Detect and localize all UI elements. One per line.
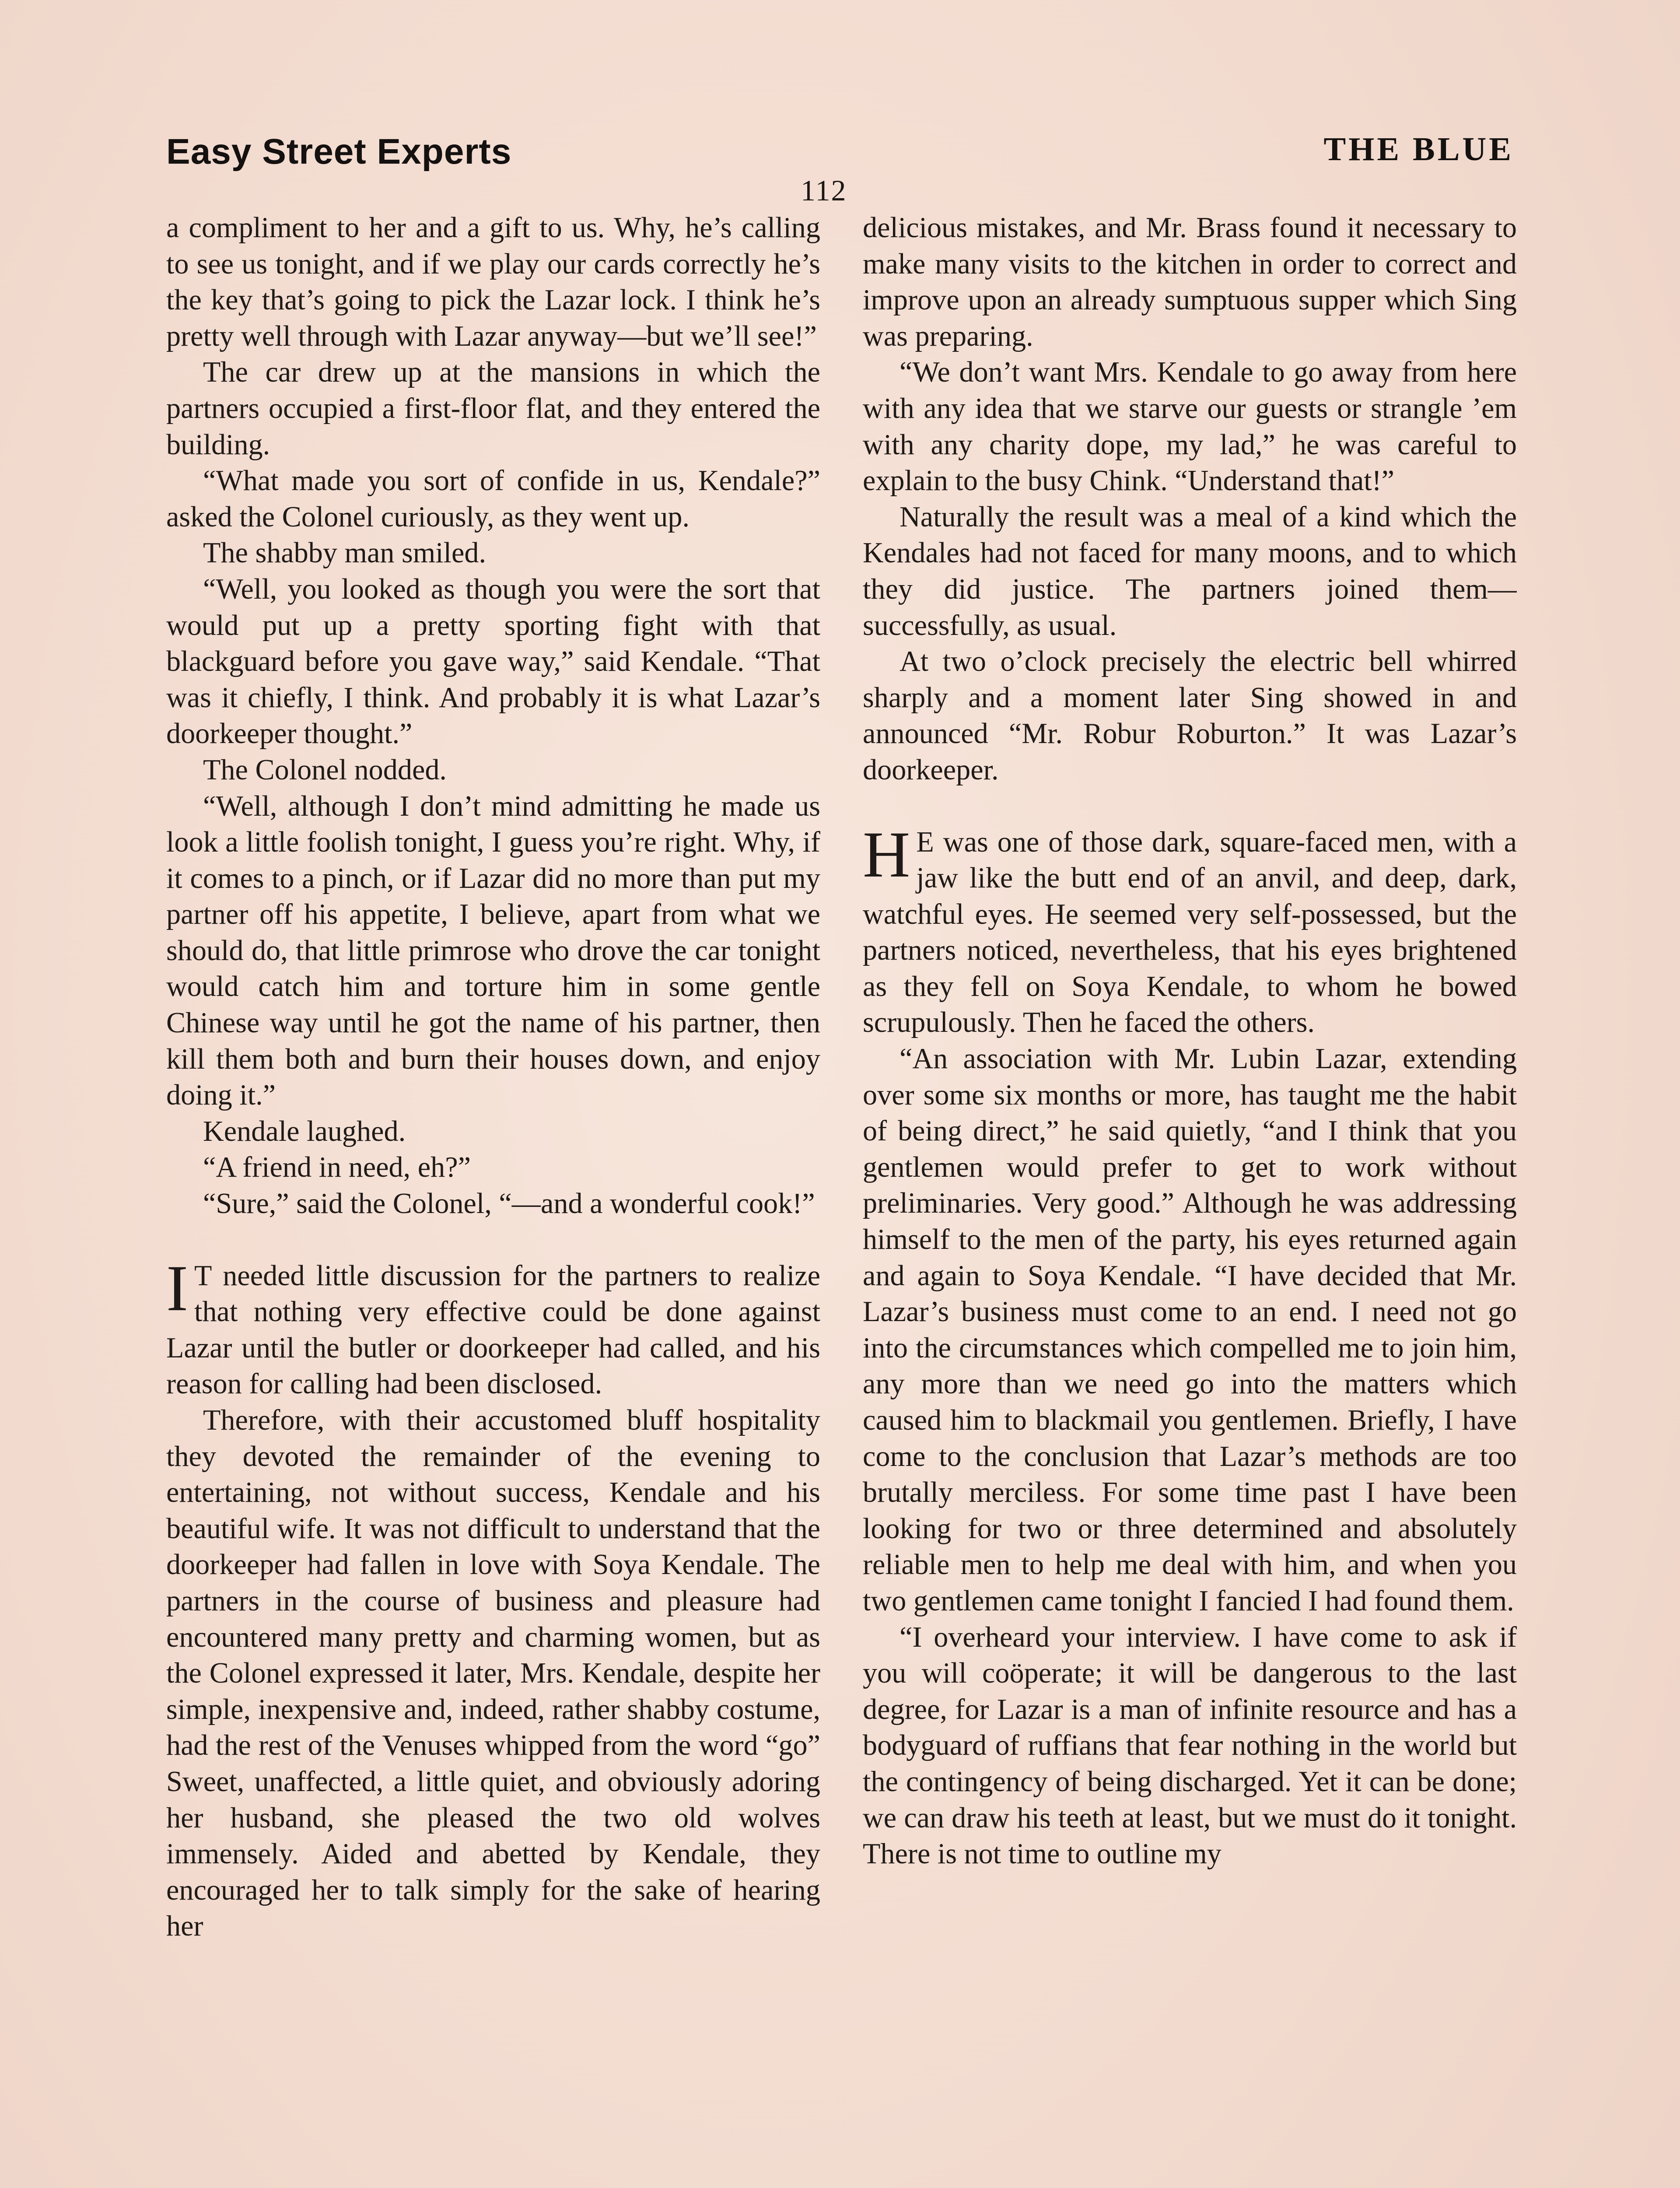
drop-cap: I (166, 1252, 188, 1325)
paragraph-text: E was one of those dark, square-faced men, with a jaw like the butt end of an anvil, and deep, dark, watchful eyes. He seemed very self-possessed, but the partners noticed, nevertheless, that his eyes brightened as they fell on Soya Kendale, to whom he bowed scrupulously. Then he faced the others. (863, 826, 1517, 1039)
section-paragraph (863, 818, 1517, 1041)
paragraph: “A friend in need, eh?” (203, 1151, 471, 1184)
paragraph: “Sure,” said the Colonel, “—and a wonderful cook!” (203, 1188, 815, 1220)
running-head-story-title: Easy Street Experts (166, 132, 512, 172)
paragraph: The shabby man smiled. (203, 537, 486, 569)
paragraph: Therefore, with their accustomed bluff hospitality they devoted the remainder of the evening to entertaining, not without success, Kendale and his beautiful wife. It was not difficult to understand that the doorkeeper had fallen in love with Soya Kendale. The partners in the course of business and pleasure had encountered many pretty and charming women, but as the Colonel expressed it later, Mrs. Kendale, despite her simple, inexpensive and, indeed, rather shabby costume, had the rest of the Venuses whipped from the word “go” Sweet, unaffected, a little quiet, and obviously adoring her husband, she pleased the two old wolves immensely. Aided and abetted by Kendale, they encouraged her to talk simply for the sake of hearing her (166, 1404, 820, 1943)
paragraph: “We don’t want Mrs. Kendale to go away from here with any idea that we starve our guests or strangle ’em with any charity dope, my lad,” he was careful to explain to the busy Chink. “Understand that!” (863, 356, 1517, 497)
paragraph: delicious mistakes, and Mr. Brass found it necessary to make many visits to the kitchen in order to correct and improve upon an already sumptuous supper which Sing was preparing. (863, 212, 1517, 352)
drop-cap: H (863, 818, 910, 891)
paragraph-text: T needed little discussion for the partners to realize that nothing very effective could be done against Lazar until the butler or doorkeeper had called, and his reason for calling had been disclosed. (166, 1259, 820, 1400)
paragraph: Naturally the result was a meal of a kind which the Kendales had not faced for many moons, and to which they did justice. The partners joined them—successfully, as usual. (863, 501, 1517, 642)
right-text-column (863, 210, 1517, 2188)
paragraph: “I overheard your interview. I have come to ask if you will coöperate; it will be dangerous to the last degree, for Lazar is a man of infinite resource and has a bodyguard of ruffians that fear nothing in the world but the contingency of being discharged. Yet it can be done; we can draw his teeth at least, but we must do it tonight. There is not time to outline my (863, 1621, 1517, 1870)
section-paragraph (166, 1252, 820, 1403)
left-text-column (166, 210, 820, 2188)
paragraph: “An association with Mr. Lubin Lazar, extending over some six months or more, has taught me the habit of being direct,” he said quietly, “and I think that you gentlemen would prefer to get to work without preliminaries. Very good.” Although he was addressing himself to the men of the party, his eyes returned again and again to Soya Kendale. “I have decided that Mr. Lazar’s business must come to an end. I need not go into the circumstances which compelled me to join him, any more than we need go into the matters which caused him to blackmail you gentlemen. Briefly, I have come to the conclusion that Lazar’s methods are too brutally merciless. For some time past I have been looking for two or three determined and absolutely reliable men to help me deal with him, and when you two gentlemen came tonight I fancied I had found them. (863, 1043, 1517, 1617)
paragraph: “Well, although I don’t mind admitting he made us look a little foolish tonight, I guess you’re right. Why, if it comes to a pinch, or if Lazar did no more than put my partner off his appetite, I believe, apart from what we should do, that little primrose who drove the car tonight would catch him and torture him in some gentle Chinese way until he got the name of his partner, then kill them both and burn their houses down, and enjoy doing it.” (166, 790, 820, 1112)
paragraph: “What made you sort of confide in us, Kendale?” asked the Colonel curiously, as they went up. (166, 465, 820, 533)
page-number: 112 (801, 174, 847, 207)
paragraph: The Colonel nodded. (203, 754, 447, 786)
running-head-magazine-title: THE BLUE (1323, 131, 1514, 168)
paragraph: Kendale laughed. (203, 1115, 406, 1147)
paragraph: At two o’clock precisely the electric bell whirred sharply and a moment later Sing showed in and announced “Mr. Robur Roburton.” It was Lazar’s doorkeeper. (863, 645, 1517, 786)
paragraph: a compliment to her and a gift to us. Why, he’s calling to see us tonight, and if we play our cards correctly he’s the key that’s going to pick the Lazar lock. I think he’s pretty well through with Lazar anyway—but we’ll see!” (166, 212, 820, 352)
paragraph: The car drew up at the mansions in which the partners occupied a first-floor flat, and they entered the building. (166, 356, 820, 461)
paragraph: “Well, you looked as though you were the sort that would put up a pretty sporting fight with that blackguard before you gave way,” said Kendale. “That was it chiefly, I think. And probably it is what Lazar’s doorkeeper thought.” (166, 573, 820, 750)
